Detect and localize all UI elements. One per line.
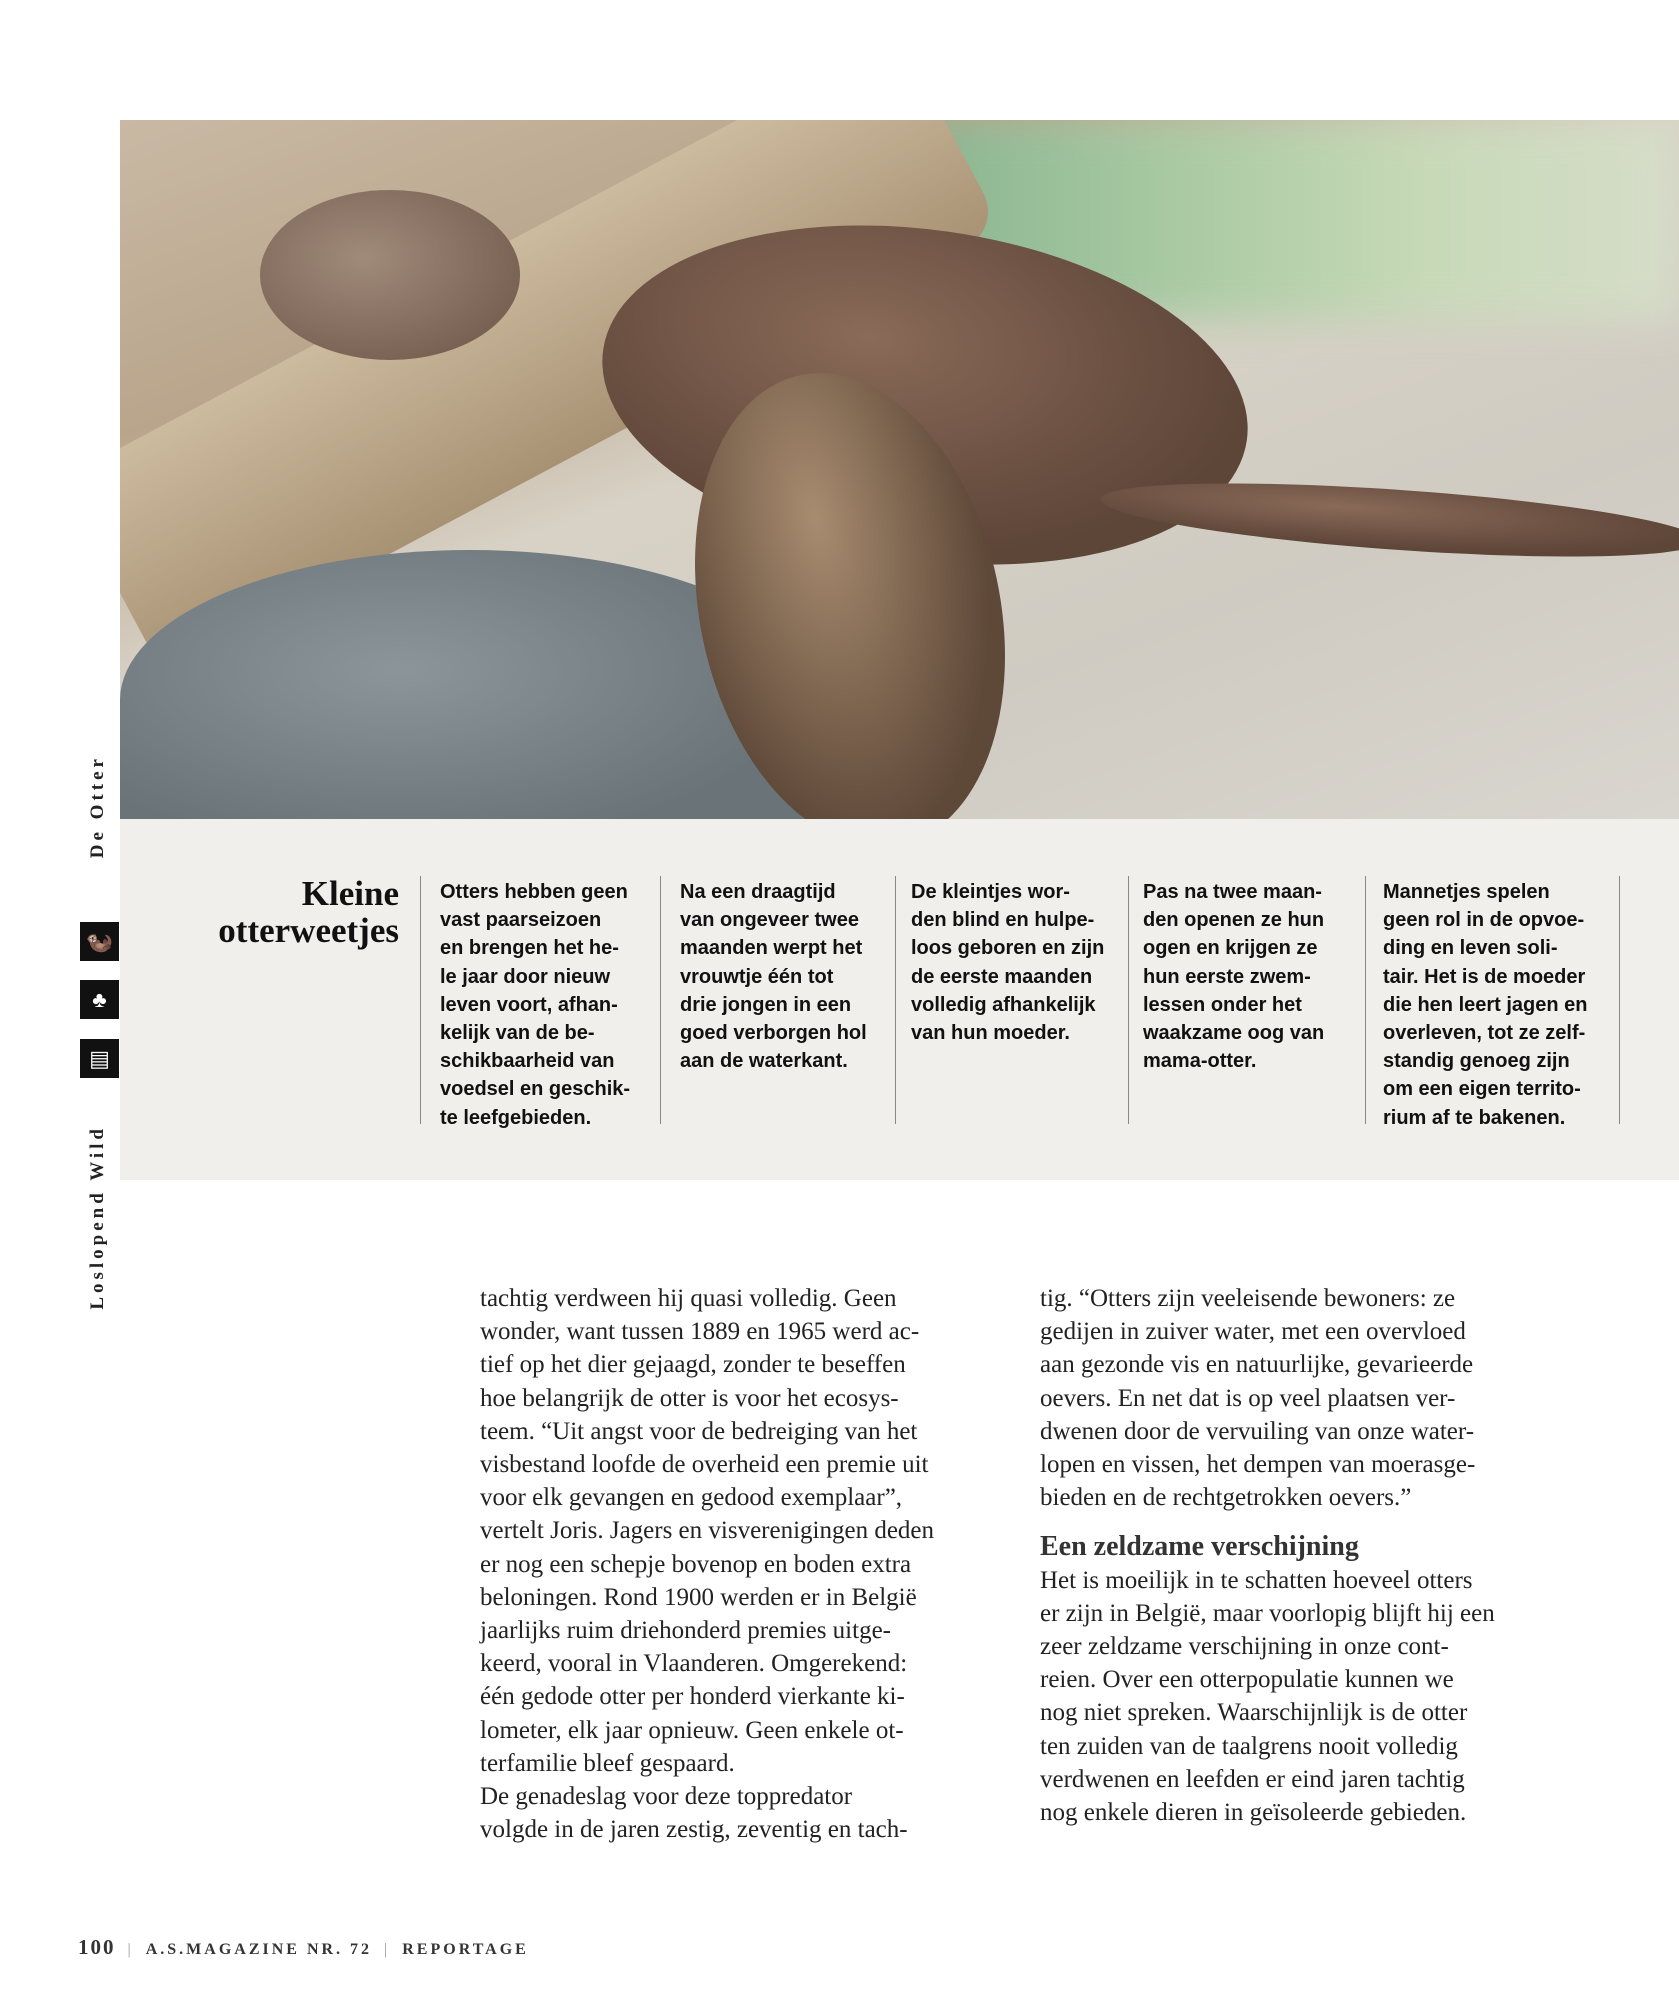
divider	[420, 876, 421, 1124]
facts-title-line2: otterweetjes	[218, 911, 399, 950]
page-number: 100	[78, 1935, 116, 1959]
magazine-name: A.S.MAGAZINE NR. 72	[145, 1941, 373, 1958]
tree-fence-icon: ♣	[80, 980, 119, 1019]
section-name: REPORTAGE	[402, 1941, 529, 1958]
paragraph: tig. “Otters zijn veeleisende bewoners: ze gedijen in zuiver water, met een overvloed aan gezonde vis en natuurlijke, gevarieerde oevers. En net dat is op veel plaatsen ver- dwenen door de vervuiling van onze water- lopen en vissen, het dempen van moerasge- bieden en de rechtgetrokken oevers.”	[1040, 1285, 1476, 1512]
article-column-left	[480, 1282, 960, 1846]
document-icon: ▤	[80, 1039, 119, 1078]
fact-1: Otters hebben geen vast paarseizoen en brengen het he- le jaar door nieuw leven voort, afhan- kelijk van de be- schikbaarheid van voedsel en geschik- te leefgebieden.	[440, 881, 631, 1129]
adult-otter-head	[260, 190, 520, 360]
facts-title-line1: Kleine	[301, 874, 399, 913]
divider	[1619, 876, 1620, 1124]
fact-5: Mannetjes spelen geen rol in de opvoe- ding en leven soli- tair. Het is de moeder die hen leert jagen en overleven, tot ze zelf- standig genoeg zijn om een eigen territo- rium af te bakenen.	[1383, 881, 1588, 1129]
otter-photo	[120, 120, 1679, 819]
paragraph: De genadeslag voor deze toppredator volgde in de jaren zestig, zeventig en tach-	[480, 1783, 908, 1844]
fact-3: De kleintjes wor- den blind en hulpe- loos geboren en zijn de eerste maanden volledig afhankelijk van hun moeder.	[911, 881, 1105, 1045]
fact-4: Pas na twee maan- den openen ze hun ogen en krijgen ze hun eerste zwem- lessen onder het waakzame oog van mama-otter.	[1143, 881, 1325, 1073]
otter-tail	[1099, 469, 1679, 571]
divider	[895, 876, 896, 1124]
subheading: Een zeldzame verschijning	[1040, 1531, 1359, 1563]
paragraph: tachtig verdween hij quasi volledig. Geen wonder, want tussen 1889 en 1965 werd ac- tief op het dier gejaagd, zonder te beseffen hoe belangrijk de otter is voor het ecosys- teem. “Uit angst voor de bedreiging van het visbestand loofde de overheid een premie uit voor elk gevangen en gedood exemplaar”, vertelt Joris. Jagers en visverenigingen deden er nog een schepje bovenop en boden extra beloningen. Rond 1900 werden er in België jaarlijks ruim driehonderd premies uitge- keerd, vooral in Vlaanderen. Omgerekend: één gedode otter per honderd vierkante ki- lometer, elk jaar opnieuw. Geen enkele ot- terfamilie bleef gespaard.	[480, 1285, 935, 1777]
paragraph: Het is moeilijk in te schatten hoeveel otters er zijn in België, maar voorlopig blijft hij een zeer zeldzame verschijning in onze cont- reien. Over een otterpopulatie kunnen we nog niet spreken. Waarschijnlijk is de otter ten zuiden van de taalgrens nooit volledig verdwenen en leefden er eind jaren tachtig nog enkele dieren in geïsoleerde gebieden.	[1040, 1566, 1495, 1827]
page-footer: 100 | A.S.MAGAZINE NR. 72 | REPORTAGE	[78, 1935, 529, 1959]
otter-icon: 🦦	[80, 922, 119, 961]
divider	[660, 876, 661, 1124]
divider	[1128, 876, 1129, 1124]
article-column-right	[1040, 1282, 1520, 1829]
section-label-bottom: Loslopend Wild	[87, 1125, 108, 1310]
divider	[1365, 876, 1366, 1124]
facts-title	[218, 875, 399, 949]
section-label-top: De Otter	[87, 755, 108, 859]
fact-2: Na een draagtijd van ongeveer twee maanden werpt het vrouwtje één tot drie jongen in een goed verborgen hol aan de waterkant.	[680, 881, 867, 1073]
